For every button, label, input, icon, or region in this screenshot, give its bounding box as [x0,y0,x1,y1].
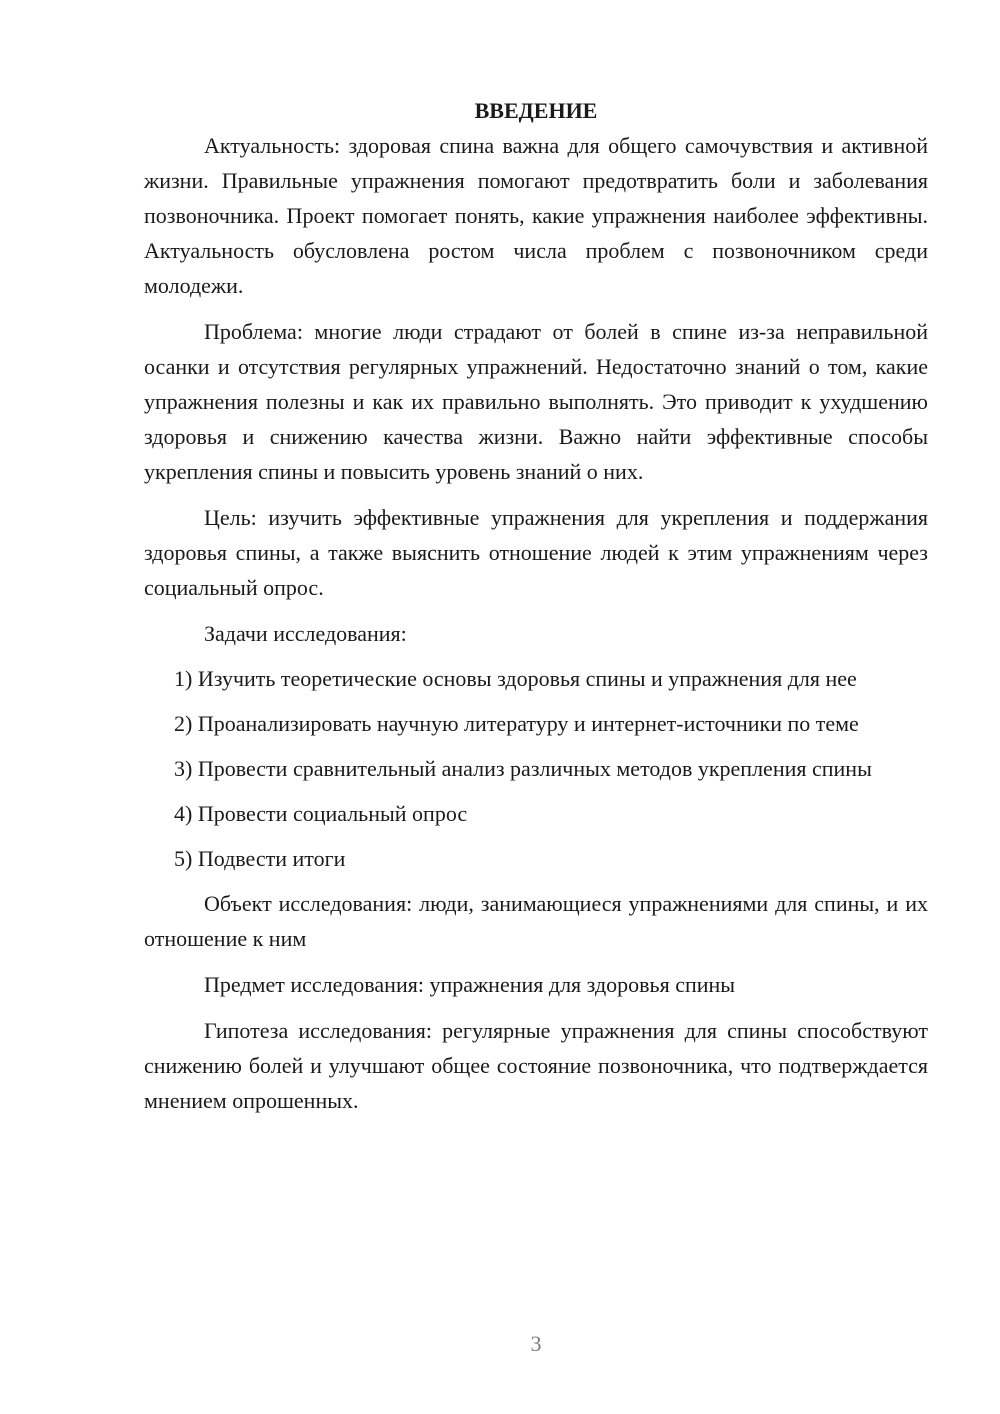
task-item-3: 3) Провести сравнительный анализ различных методов укрепления спины [174,756,872,781]
subject-paragraph: Предмет исследования: упражнения для здоровья спины [204,972,736,997]
task-item-2: 2) Проанализировать научную литературу и интернет-источники по теме [174,711,859,736]
hypothesis-paragraph: Гипотеза исследования: регулярные упражнения для спины способствуют снижению болей и улучшают общее состояние позвоночника, что подтверждается мнением опрошенных. [144,1018,928,1113]
task-item-5: 5) Подвести итоги [174,846,346,871]
document-page [144,94,928,1129]
tasks-heading: Задачи исследования: [204,621,407,646]
page-number: 3 [530,1331,542,1356]
object-paragraph: Объект исследования: люди, занимающиеся упражнениями для спины, и их отношение к ним [144,891,928,951]
problem-paragraph: Проблема: многие люди страдают от болей в спине из-за неправильной осанки и отсутствия регулярных упражнений. Недостаточно знаний о том, какие упражнения полезны и как их правильно выполнять. Это приводит к ухудшению здоровья и снижению качества жизни. Важно найти эффективные способы укрепления спины и повысить уровень знаний о них. [144,319,928,484]
page-title: ВВЕДЕНИЕ [474,98,598,123]
task-item-4: 4) Провести социальный опрос [174,801,468,826]
relevance-paragraph: Актуальность: здоровая спина важна для общего самочувствия и активной жизни. Правильные упражнения помогают предотвратить боли и заболевания позвоночника. Проект помогает понять, какие упражнения наиболее эффективны. Актуальность обусловлена ростом числа проблем с позвоночником среди молодежи. [144,133,928,298]
goal-paragraph: Цель: изучить эффективные упражнения для укрепления и поддержания здоровья спины, а также выяснить отношение людей к этим упражнениям через социальный опрос. [144,505,928,600]
task-item-1: 1) Изучить теоретические основы здоровья спины и упражнения для нее [174,666,857,691]
